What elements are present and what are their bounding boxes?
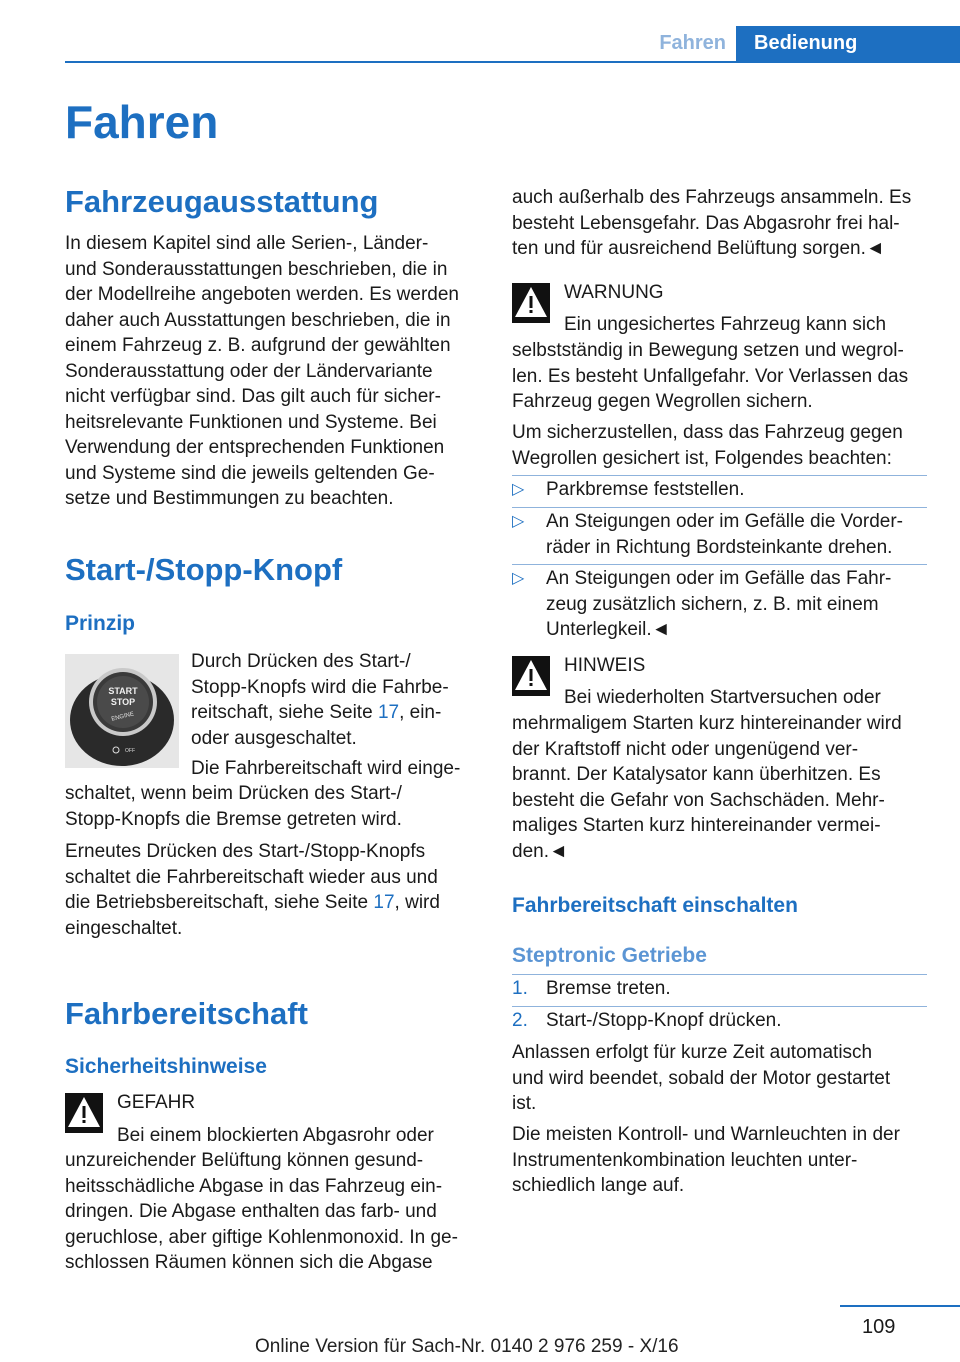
header-rule (65, 61, 960, 63)
svg-text:START: START (108, 686, 138, 696)
hinweis-title: HINWEIS (564, 655, 646, 676)
heading-steptronic-getriebe: Steptronic Getriebe (512, 944, 707, 967)
triangle-bullet-icon: ▷ (512, 481, 525, 498)
heading-sicherheitshinweise: Sicherheitshinweise (65, 1055, 267, 1078)
heading-fahrbereitschaft-einschalten: Fahrbereitschaft einschalten (512, 894, 798, 917)
paragraph-sicherzustellen: Um sicherzustellen, dass das Fahrzeug gegen Wegrollen gesichert ist, Folgendes beachten: (512, 422, 903, 469)
list-separator (512, 564, 927, 565)
warnung-text-first: Ein ungesichertes Fahrzeug kann sich (564, 314, 887, 335)
header-tab-bedienung: Bedienung (736, 26, 960, 61)
svg-text:ENGINE: ENGINE (110, 711, 135, 723)
svg-text:OFF: OFF (125, 748, 135, 754)
warnung-text: selbstständig in Bewegung setzen und wegrol- len. Es besteht Unfallgefahr. Vor Verlassen das Fahrzeug gegen Wegrollen sichern. (512, 340, 909, 412)
paragraph-kontrollleuchten: Die meisten Kontroll- und Warnleuchten in der Instrumentenkombination leuchten unter- schiedlich lange auf. (512, 1124, 900, 1196)
paragraph-prinzip-2-b: schaltet, wenn beim Drücken des Start-/ Stopp-Knopfs die Bremse getreten wird. (65, 783, 402, 830)
warning-triangle-icon (512, 656, 550, 696)
page-link-17[interactable]: 17 (373, 892, 395, 913)
paragraph-prinzip-1: Durch Drücken des Start-/ Stopp-Knopfs wird die Fahrbe- reitschaft, siehe Seite 17, ein- oder ausgeschaltet. (191, 651, 449, 749)
header-tab-fahren: Fahren (659, 32, 726, 54)
gefahr-text-first: Bei einem blockierten Abgasrohr oder (117, 1125, 434, 1146)
page-number: 109 (862, 1316, 896, 1338)
paragraph-fahrzeugausstattung: In diesem Kapitel sind alle Serien-, Länder- und Sonderausstattungen beschrieben, die in der Modellreihe angeboten werden. Es werden daher auch Ausstattungen beschrieben, die in einem Fahrzeug z. B. aufgrund der gewählten Sonderausstattung oder der Ländervariante nicht verfügbar sind. Das gilt auch für sicher- heitsrelevante Funktionen und Systeme. Bei Verwendung der entsprechenden Funktionen und Systeme sind die jeweils geltenden Ge- setze und Bestimmungen zu beachten. (65, 233, 459, 509)
footer-text: Online Version für Sach-Nr. 0140 2 976 259 - X/16 (255, 1336, 679, 1357)
list-separator (512, 475, 927, 476)
hinweis-text-first: Bei wiederholten Startversuchen oder (564, 687, 881, 708)
gefahr-text-continued: auch außerhalb des Fahrzeugs ansammeln. Es besteht Lebensgefahr. Das Abgasrohr frei hal- ten und für ausreichend Belüftung sorgen.◄ (512, 187, 912, 259)
heading-start-stopp-knopf: Start-/Stopp-Knopf (65, 552, 343, 587)
hinweis-text: mehrmaligem Starten kurz hintereinander wird der Kraftstoff nicht oder ungenügend ver- brannt. Der Katalysator kann überhitzen. Es besteht die Gefahr von Sachschäden. Mehr- maliges Starten kurz hintereinander vermei- den.◄ (512, 713, 902, 862)
footer-rule (840, 1305, 960, 1307)
list-separator (512, 974, 927, 975)
heading-prinzip: Prinzip (65, 612, 136, 635)
paragraph-prinzip-3: Erneutes Drücken des Start-/Stopp-Knopfs schaltet die Fahrbereitschaft wieder aus und die Betriebsbereitschaft, siehe Seite 17, wird eingeschaltet. (65, 841, 440, 939)
paragraph-anlassen: Anlassen erfolgt für kurze Zeit automatisch und wird beendet, sobald der Motor gestartet ist. (512, 1042, 891, 1114)
warning-triangle-icon (512, 283, 550, 323)
paragraph-prinzip-2-a: Die Fahrbereitschaft wird einge- (191, 758, 461, 779)
triangle-bullet-icon: ▷ (512, 513, 525, 530)
triangle-bullet-icon: ▷ (512, 570, 525, 587)
chapter-title: Fahren (65, 96, 219, 148)
warnung-title: WARNUNG (564, 282, 664, 303)
list-separator (512, 1006, 927, 1007)
gefahr-text: unzureichender Belüftung können gesund- heitsschädliche Abgase in das Fahrzeug ein- dringen. Die Abgase enthalten das farb- und geruchlose, aber giftige Kohlenmonoxid. In ge- schlossen Räumen können sich die Abgase (65, 1150, 458, 1273)
svg-text:STOP: STOP (110, 697, 136, 707)
page-link-17[interactable]: 17 (377, 702, 400, 723)
gefahr-title: GEFAHR (117, 1092, 196, 1113)
heading-fahrbereitschaft: Fahrbereitschaft (65, 996, 308, 1031)
start-stop-button-image (65, 654, 179, 768)
list-separator (512, 507, 927, 508)
heading-fahrzeugausstattung: Fahrzeugausstattung (65, 184, 379, 219)
warning-triangle-icon (65, 1093, 103, 1133)
